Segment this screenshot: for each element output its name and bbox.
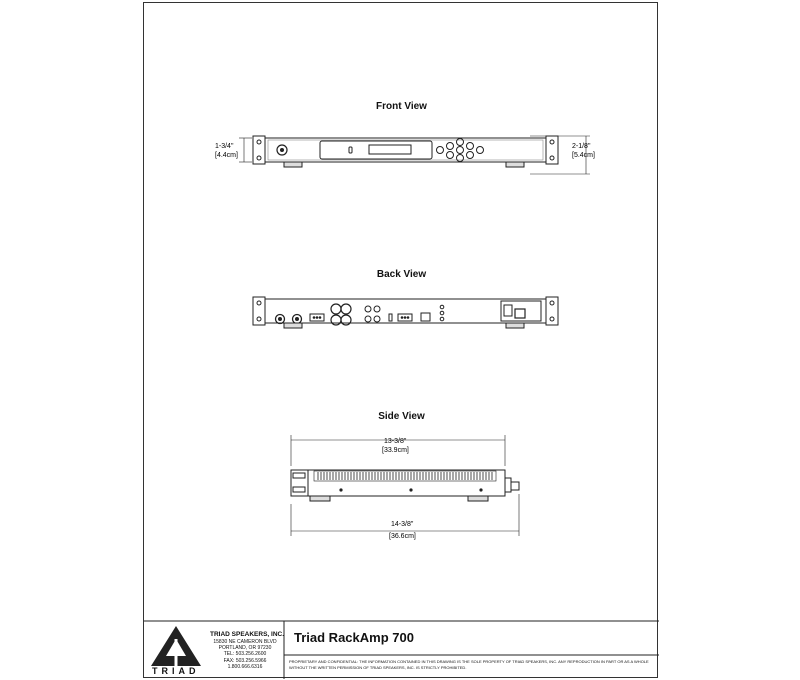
side-view-drawing bbox=[144, 430, 659, 550]
front-dim-left-metric: [4.4cm] bbox=[215, 152, 238, 159]
front-dim-right-imperial: 2-1/8" bbox=[572, 143, 591, 150]
triad-logo-icon bbox=[150, 625, 202, 667]
side-dim-top-metric: [33.9cm] bbox=[382, 447, 409, 454]
address-line: TEL: 503.256.2600 bbox=[223, 651, 267, 658]
side-view-title: Side View bbox=[378, 411, 425, 422]
side-dim-top-imperial: 13-3/8" bbox=[384, 438, 407, 445]
back-view-drawing bbox=[144, 293, 659, 343]
drawing-sheet bbox=[143, 2, 658, 678]
front-dim-right-metric: [5.4cm] bbox=[572, 152, 595, 159]
front-view-title: Front View bbox=[376, 101, 427, 112]
side-dim-bottom-imperial: 14-3/8" bbox=[391, 521, 414, 528]
legal-notice: PROPRIETARY AND CONFIDENTIAL: THE INFORMATION CONTAINED IN THIS DRAWING IS THE SOLE PROPERTY OF TRIAD SPEAKERS, INC. ANY REPRODUCTION IN PART OR AS A WHOLE WITHOUT THE WRITTEN PERMISSION OF TRIAD SPEAKERS, INC. IS STRICTLY PROHIBITED. bbox=[289, 659, 649, 670]
address-line: PORTLAND, OR 97230 bbox=[218, 645, 272, 652]
company-name: TRIAD SPEAKERS, INC. bbox=[210, 631, 285, 638]
address-line: 1.800.666.6316 bbox=[227, 663, 263, 670]
logo-wordmark: TRIAD bbox=[152, 666, 200, 676]
side-dim-bottom-metric: [36.6cm] bbox=[389, 533, 416, 540]
company-address bbox=[210, 639, 280, 670]
product-title: Triad RackAmp 700 bbox=[294, 630, 414, 645]
front-view-drawing bbox=[144, 128, 659, 208]
address-line: 15830 NE CAMERON BLVD bbox=[213, 639, 277, 645]
address-line: FAX: 503.256.5966 bbox=[223, 657, 267, 664]
back-view-title: Back View bbox=[376, 269, 427, 280]
front-dim-left-imperial: 1-3/4" bbox=[215, 143, 234, 150]
